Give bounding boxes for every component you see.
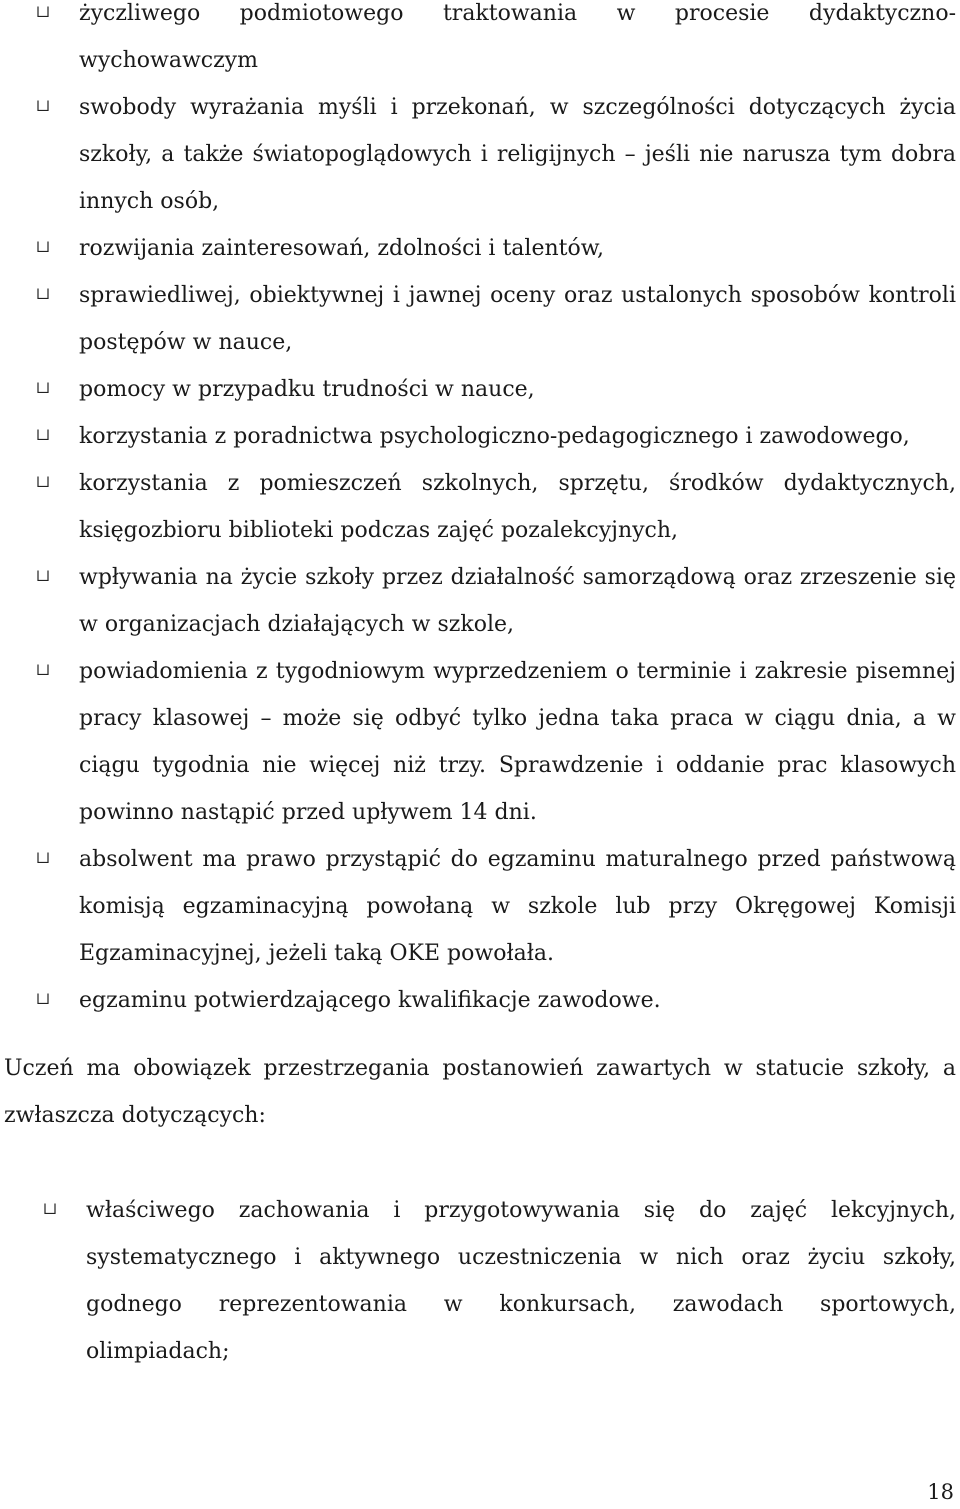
list-item-text: powiadomienia z tygodniowym wyprzedzeniem o terminie i zakresie pisemnej pracy klasowej – może się odbyć tylko jedna taka praca w ciągu dnia, a w ciągu tygodnia nie więcej niż trzy. Sprawdzenie i oddanie prac klasowych powinno nastąpić przed upływem 14 dni. [79, 659, 956, 825]
square-bullet-icon [37, 993, 49, 1004]
list-item-text: życzliwego podmiotowego traktowania w procesie dydaktyczno-wychowawczym [79, 1, 956, 73]
list-item [0, 413, 960, 460]
square-bullet-icon [37, 241, 49, 252]
list-item-text: pomocy w przypadku trudności w nauce, [79, 377, 535, 402]
square-bullet-icon [37, 100, 49, 111]
square-bullet-icon [37, 382, 49, 393]
list-item [0, 977, 960, 1024]
square-bullet-icon [37, 664, 49, 675]
list-item-text: właściwego zachowania i przygotowywania się do zajęć lekcyjnych, systematycznego i aktywnego uczestniczenia w nich oraz życiu szkoły, godnego reprezentowania w konkursach, zawodach sportowych, olimpiadach; [86, 1198, 956, 1364]
square-bullet-icon [37, 476, 49, 487]
list-item-text: absolwent ma prawo przystąpić do egzaminu maturalnego przed państwową komisją egzaminacyjną powołaną w szkole lub przy Okręgowej Komisji Egzaminacyjnej, jeżeli taką OKE powołała. [79, 847, 956, 966]
list-item [0, 225, 960, 272]
list-item [0, 84, 960, 225]
obligations-list [0, 1187, 960, 1375]
square-bullet-icon [37, 852, 49, 863]
list-item-text: korzystania z pomieszczeń szkolnych, sprzętu, środków dydaktycznych, księgozbioru biblioteki podczas zajęć pozalekcyjnych, [79, 471, 956, 543]
list-item [0, 0, 960, 84]
square-bullet-icon [44, 1203, 56, 1214]
list-item-text: egzaminu potwierdzającego kwalifikacje zawodowe. [79, 988, 661, 1013]
list-item [0, 1187, 960, 1375]
list-item [0, 648, 960, 836]
square-bullet-icon [37, 6, 49, 17]
list-item-text: wpływania na życie szkoły przez działalność samorządową oraz zrzeszenie się w organizacjach działających w szkole, [79, 565, 956, 637]
list-item [0, 366, 960, 413]
list-item-text: rozwijania zainteresowań, zdolności i talentów, [79, 236, 604, 261]
square-bullet-icon [37, 288, 49, 299]
obligations-intro-paragraph: Uczeń ma obowiązek przestrzegania postanowień zawartych w statucie szkoły, a zwłaszcza dotyczących: [4, 1056, 956, 1128]
list-item-text: sprawiedliwej, obiektywnej i jawnej oceny oraz ustalonych sposobów kontroli postępów w nauce, [79, 283, 956, 355]
square-bullet-icon [37, 570, 49, 581]
list-item-text: swobody wyrażania myśli i przekonań, w szczególności dotyczących życia szkoły, a także światopoglądowych i religijnych – jeśli nie narusza tym dobra innych osób, [79, 95, 956, 214]
list-item [0, 272, 960, 366]
page-number: 18 [927, 1480, 954, 1504]
list-item [0, 554, 960, 648]
list-item [0, 460, 960, 554]
list-item [0, 836, 960, 977]
list-item-text: korzystania z poradnictwa psychologiczno-pedagogicznego i zawodowego, [79, 424, 910, 449]
square-bullet-icon [37, 429, 49, 440]
